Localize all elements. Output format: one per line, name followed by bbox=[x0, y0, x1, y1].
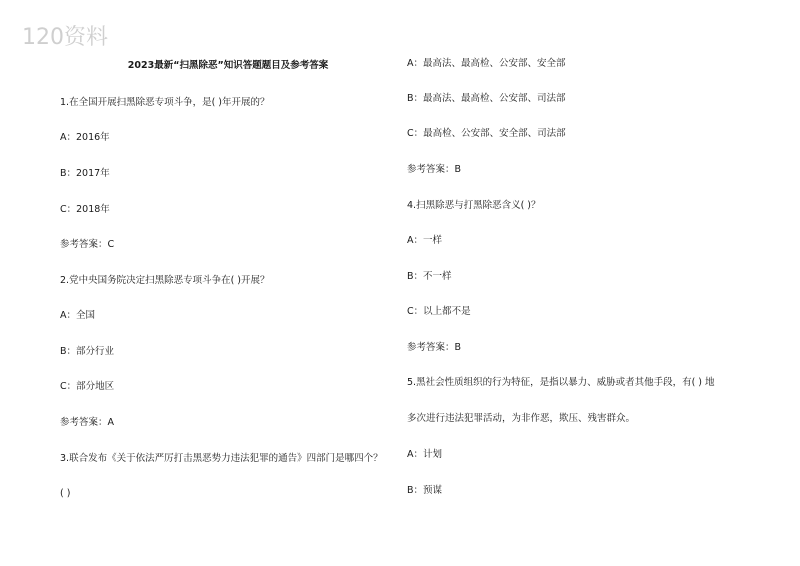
question-1: 1.在全国开展扫黑除恶专项斗争，是( )年开展的？ bbox=[60, 97, 270, 108]
question-5: 5.黑社会性质组织的行为特征，是指以暴力、威胁或者其他手段，有( ) 地 bbox=[407, 377, 715, 388]
option-2c: C：部分地区 bbox=[60, 381, 115, 392]
option-1a: A：2016年 bbox=[60, 132, 110, 143]
question-2: 2.党中央国务院决定扫黑除恶专项斗争在( )开展？ bbox=[60, 275, 270, 286]
question-3: 3.联合发布《关于依法严厉打击黑恶势力违法犯罪的通告》四部门是哪四个？ bbox=[60, 453, 383, 464]
option-4b: B：不一样 bbox=[407, 271, 452, 282]
question-3-blank: ( ) bbox=[60, 488, 71, 499]
option-1b: B：2017年 bbox=[60, 168, 110, 179]
option-5b: B：预谋 bbox=[407, 485, 443, 496]
option-5a: A：计划 bbox=[407, 449, 442, 460]
option-3b: B：最高法、最高检、公安部、司法部 bbox=[407, 93, 566, 104]
option-3c: C：最高检、公安部、安全部、司法部 bbox=[407, 128, 566, 139]
answer-4: 参考答案：B bbox=[407, 342, 462, 353]
option-1c: C：2018年 bbox=[60, 204, 110, 215]
option-2b: B：部分行业 bbox=[60, 346, 115, 357]
answer-2: 参考答案：A bbox=[60, 417, 114, 428]
option-4c: C：以上都不是 bbox=[407, 306, 471, 317]
option-3a: A：最高法、最高检、公安部、安全部 bbox=[407, 58, 566, 69]
answer-3: 参考答案：B bbox=[407, 164, 462, 175]
watermark-text: 120资料 bbox=[22, 25, 108, 50]
question-4: 4.扫黑除恶与打黑除恶含义( )？ bbox=[407, 200, 541, 211]
option-2a: A：全国 bbox=[60, 310, 95, 321]
answer-1: 参考答案：C bbox=[60, 239, 115, 250]
document-title: 2023最新“扫黑除恶”知识答题题目及参考答案 bbox=[127, 60, 329, 71]
option-4a: A：一样 bbox=[407, 235, 442, 246]
question-5-continued: 多次进行违法犯罪活动，为非作恶，欺压、残害群众。 bbox=[407, 413, 636, 424]
